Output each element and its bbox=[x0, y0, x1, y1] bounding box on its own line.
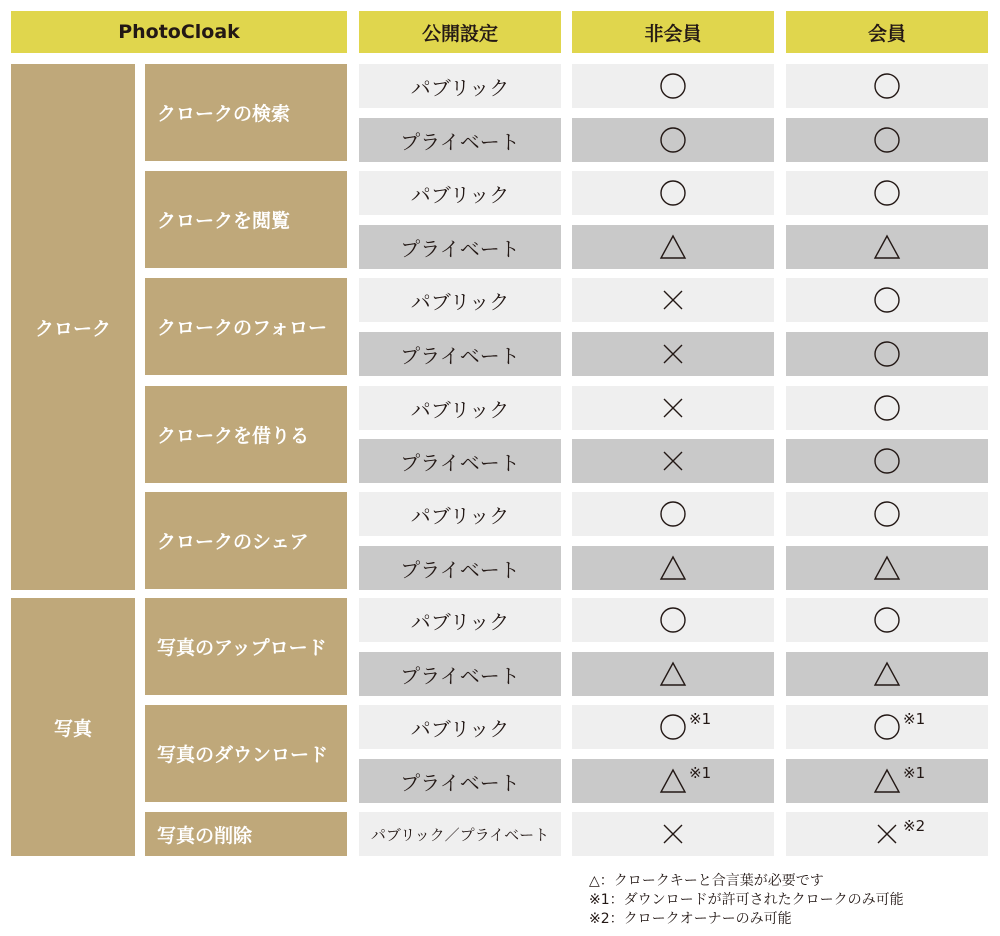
circle-mark-icon bbox=[653, 600, 693, 640]
footnote-marker: ※1 bbox=[689, 710, 712, 728]
feature-label: 写真のアップロード bbox=[145, 598, 347, 695]
setting-cell: パブリック bbox=[359, 492, 561, 536]
cross-mark-icon bbox=[653, 280, 693, 320]
circle-mark-icon bbox=[653, 173, 693, 213]
triangle-mark-icon bbox=[867, 654, 907, 694]
non-member-cell bbox=[572, 759, 774, 803]
group-label: クローク bbox=[11, 64, 135, 590]
setting-cell: プライベート bbox=[359, 652, 561, 696]
circle-mark-icon bbox=[653, 707, 712, 747]
setting-cell: プライベート bbox=[359, 759, 561, 803]
circle-mark-icon bbox=[867, 388, 907, 428]
circle-mark-icon bbox=[653, 494, 693, 534]
triangle-mark-icon bbox=[653, 227, 693, 267]
group-label: 写真 bbox=[11, 598, 135, 856]
circle-mark-icon bbox=[867, 441, 907, 481]
circle-mark-icon bbox=[867, 280, 907, 320]
circle-mark-icon bbox=[653, 66, 693, 106]
triangle-mark-icon bbox=[653, 548, 693, 588]
legend-line: ※1：ダウンロードが許可されたクロークのみ可能 bbox=[589, 892, 904, 908]
header-app-name: PhotoCloak bbox=[11, 11, 347, 53]
triangle-mark-icon bbox=[867, 227, 907, 267]
member-cell bbox=[786, 652, 988, 696]
member-cell bbox=[786, 705, 988, 749]
setting-cell: パブリック／プライベート bbox=[359, 812, 561, 856]
setting-cell: パブリック bbox=[359, 171, 561, 215]
header-setting: 公開設定 bbox=[359, 11, 561, 53]
setting-cell: プライベート bbox=[359, 439, 561, 483]
non-member-cell bbox=[572, 332, 774, 376]
circle-mark-icon bbox=[867, 66, 907, 106]
legend-line: △：クロークキーと合言葉が必要です bbox=[589, 873, 824, 889]
feature-label: 写真のダウンロード bbox=[145, 705, 347, 802]
setting-cell: パブリック bbox=[359, 64, 561, 108]
member-cell bbox=[786, 64, 988, 108]
header-non-member: 非会員 bbox=[572, 11, 774, 53]
setting-cell: パブリック bbox=[359, 705, 561, 749]
footnote-marker: ※1 bbox=[903, 710, 926, 728]
cross-mark-icon bbox=[867, 814, 926, 854]
cross-mark-icon bbox=[653, 334, 693, 374]
setting-cell: プライベート bbox=[359, 332, 561, 376]
member-cell bbox=[786, 225, 988, 269]
feature-label: クロークの検索 bbox=[145, 64, 347, 161]
circle-mark-icon bbox=[867, 494, 907, 534]
setting-cell: プライベート bbox=[359, 225, 561, 269]
member-cell bbox=[786, 759, 988, 803]
feature-label: クロークを借りる bbox=[145, 386, 347, 483]
member-cell bbox=[786, 332, 988, 376]
non-member-cell bbox=[572, 546, 774, 590]
non-member-cell bbox=[572, 439, 774, 483]
triangle-mark-icon bbox=[867, 548, 907, 588]
non-member-cell bbox=[572, 705, 774, 749]
setting-cell: プライベート bbox=[359, 546, 561, 590]
cross-mark-icon bbox=[653, 441, 693, 481]
circle-mark-icon bbox=[653, 120, 693, 160]
setting-cell: パブリック bbox=[359, 386, 561, 430]
member-cell bbox=[786, 118, 988, 162]
triangle-mark-icon bbox=[867, 761, 926, 801]
setting-cell: パブリック bbox=[359, 278, 561, 322]
non-member-cell bbox=[572, 64, 774, 108]
legend-line: ※2：クロークオーナーのみ可能 bbox=[589, 911, 792, 927]
circle-mark-icon bbox=[867, 173, 907, 213]
non-member-cell bbox=[572, 171, 774, 215]
feature-label: 写真の削除 bbox=[145, 812, 347, 856]
non-member-cell bbox=[572, 812, 774, 856]
header-member: 会員 bbox=[786, 11, 988, 53]
feature-label: クロークのシェア bbox=[145, 492, 347, 589]
circle-mark-icon bbox=[867, 707, 926, 747]
setting-cell: プライベート bbox=[359, 118, 561, 162]
footnote-marker: ※1 bbox=[903, 764, 926, 782]
cross-mark-icon bbox=[653, 388, 693, 428]
non-member-cell bbox=[572, 118, 774, 162]
non-member-cell bbox=[572, 278, 774, 322]
member-cell bbox=[786, 492, 988, 536]
triangle-mark-icon bbox=[653, 654, 693, 694]
circle-mark-icon bbox=[867, 120, 907, 160]
feature-label: クロークのフォロー bbox=[145, 278, 347, 375]
non-member-cell bbox=[572, 225, 774, 269]
non-member-cell bbox=[572, 492, 774, 536]
member-cell bbox=[786, 171, 988, 215]
circle-mark-icon bbox=[867, 600, 907, 640]
feature-label: クロークを閲覧 bbox=[145, 171, 347, 268]
footnote-marker: ※1 bbox=[689, 764, 712, 782]
member-cell bbox=[786, 386, 988, 430]
member-cell bbox=[786, 598, 988, 642]
cross-mark-icon bbox=[653, 814, 693, 854]
setting-cell: パブリック bbox=[359, 598, 561, 642]
non-member-cell bbox=[572, 652, 774, 696]
circle-mark-icon bbox=[867, 334, 907, 374]
non-member-cell bbox=[572, 598, 774, 642]
footnote-marker: ※2 bbox=[903, 817, 926, 835]
member-cell bbox=[786, 278, 988, 322]
member-cell bbox=[786, 439, 988, 483]
non-member-cell bbox=[572, 386, 774, 430]
member-cell bbox=[786, 812, 988, 856]
triangle-mark-icon bbox=[653, 761, 712, 801]
member-cell bbox=[786, 546, 988, 590]
